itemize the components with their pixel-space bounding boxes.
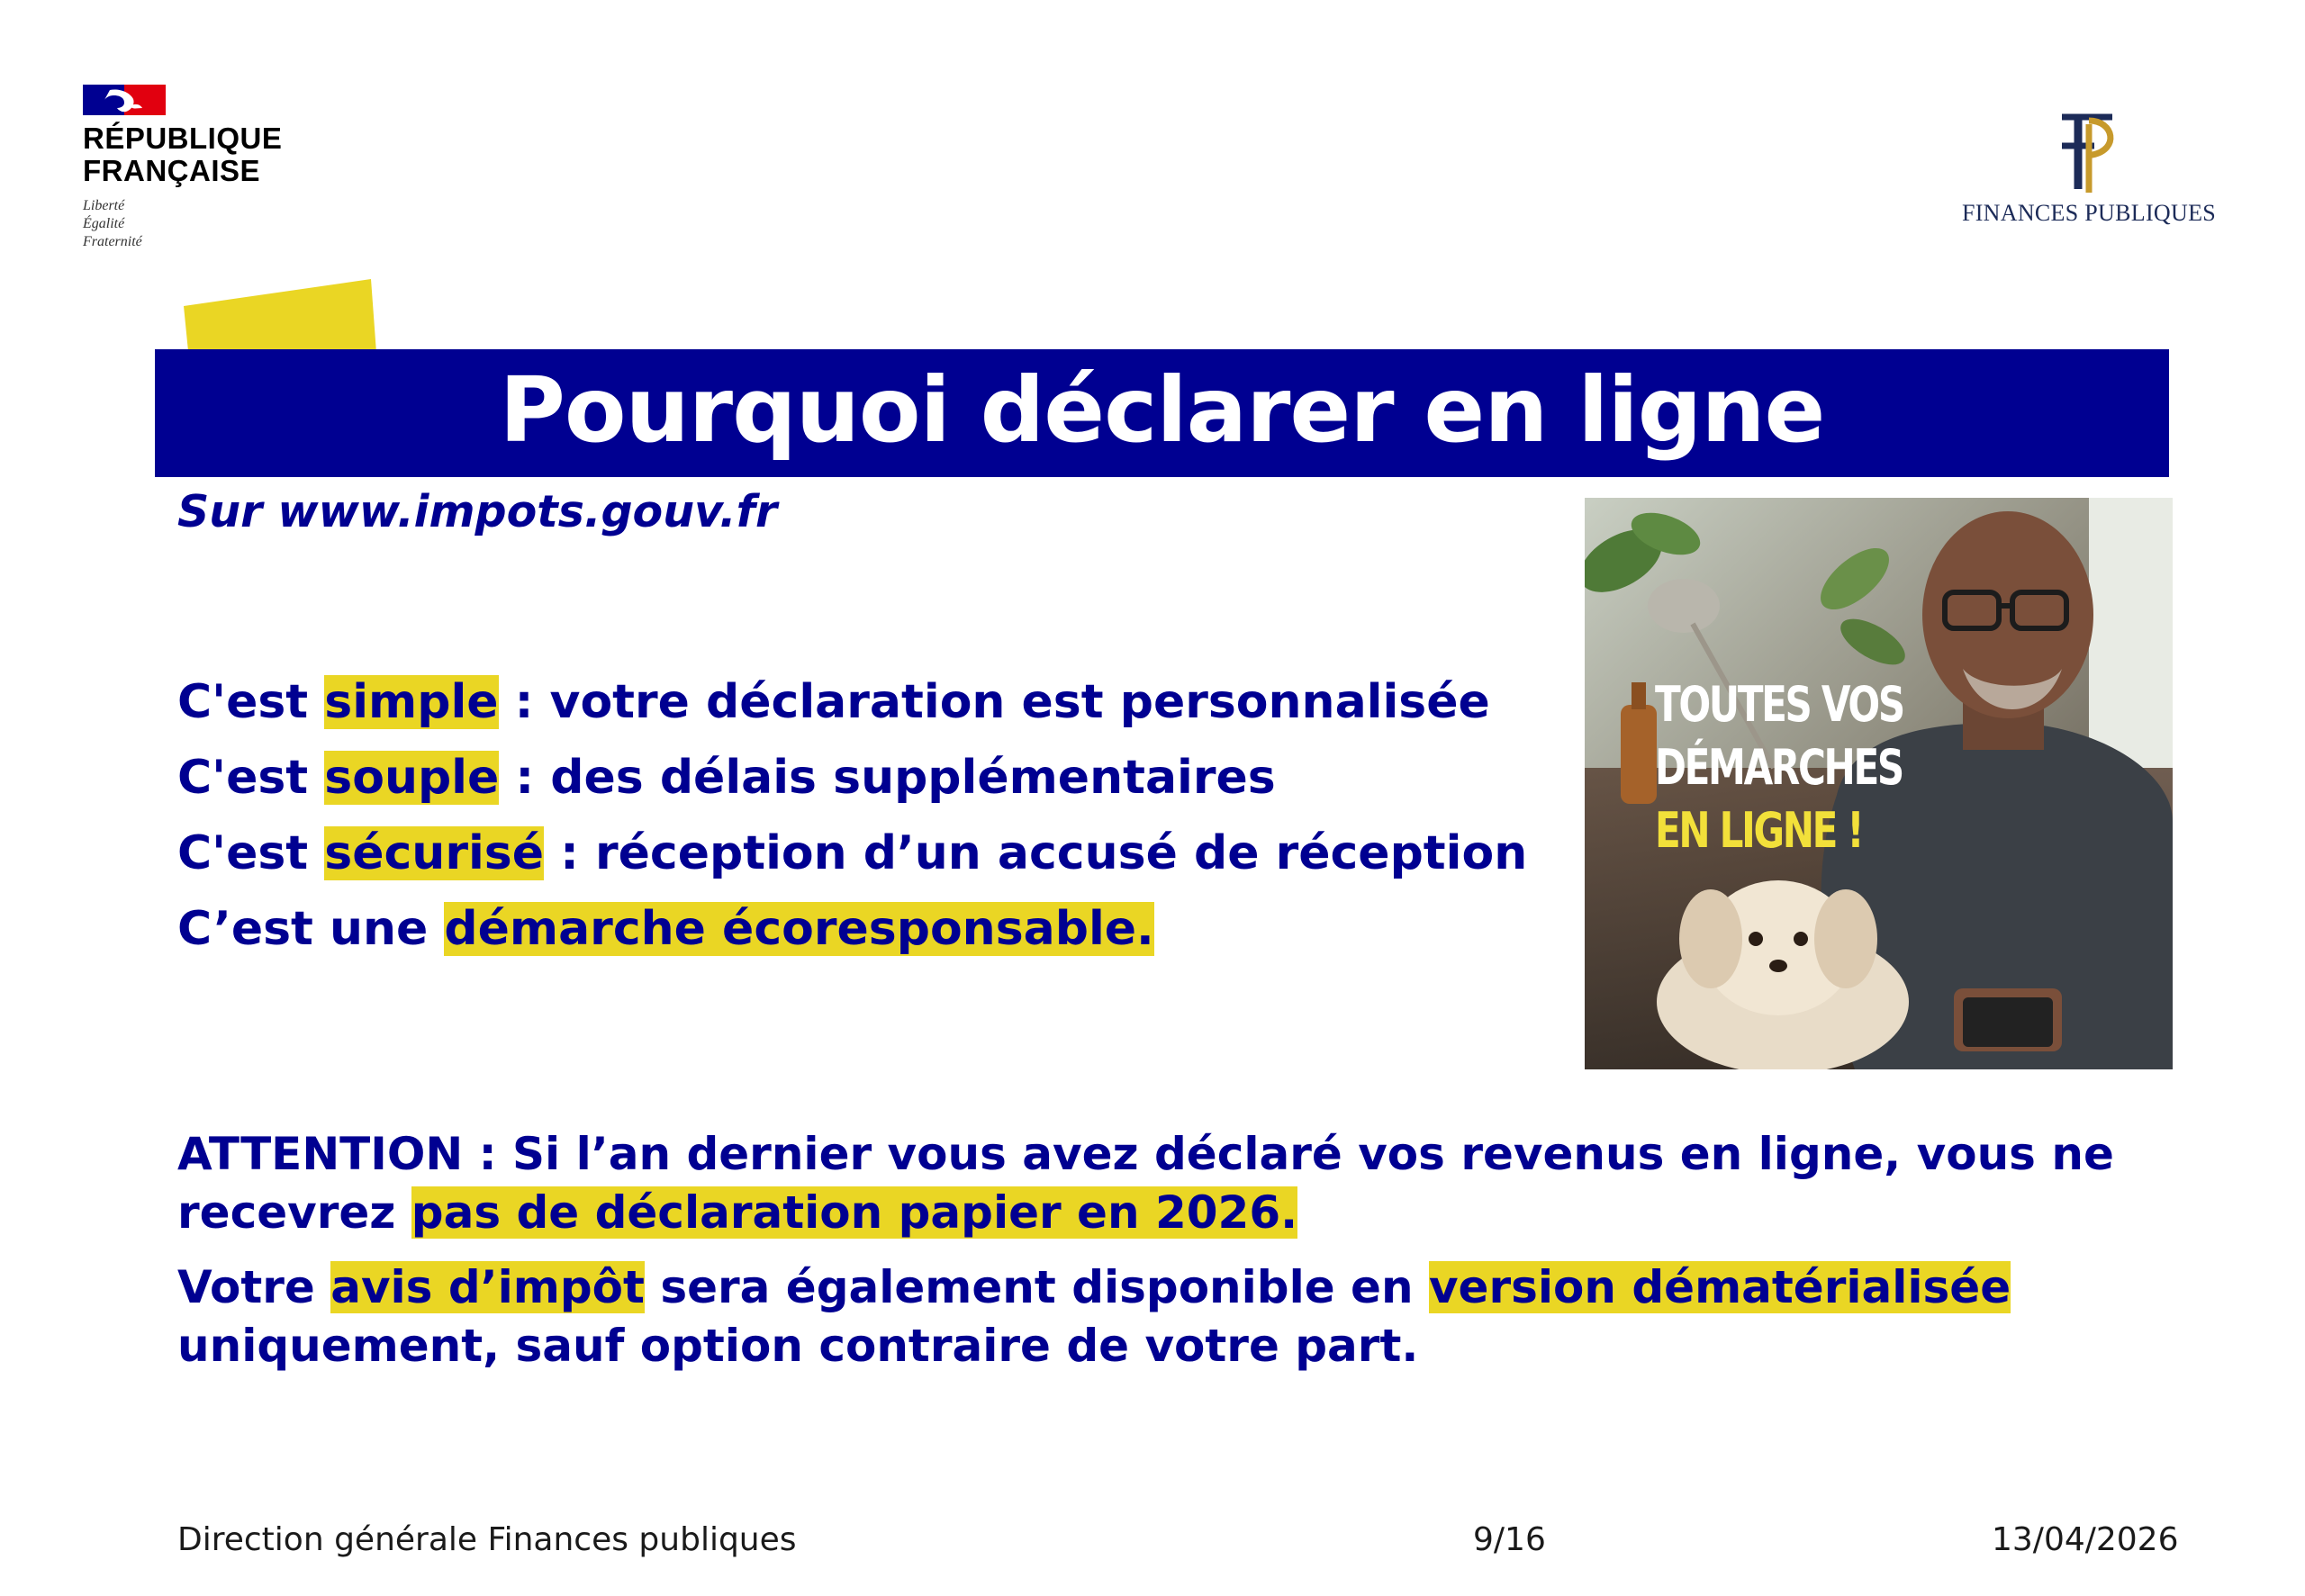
photo-caption-line2: DÉMARCHES [1655, 739, 1903, 796]
republique-name-line2: FRANÇAISE [83, 154, 261, 187]
footer-page-number: 9/16 [1473, 1521, 1546, 1558]
photo-caption-line1: TOUTES VOS [1655, 676, 1903, 733]
photo-caption [1655, 673, 1903, 862]
benefit-souple [177, 746, 1276, 809]
finances-publiques-logo [1945, 106, 2233, 232]
photo-caption-line3: EN LIGNE ! [1655, 802, 1863, 859]
slide-subtitle: Sur www.impots.gouv.fr [177, 486, 778, 537]
attention-highlight: pas de déclaration papier en 2026. [411, 1186, 1298, 1239]
avis-highlight1: avis d’impôt [330, 1261, 645, 1313]
benefit-suffix: : réception d’un accusé de réception [544, 826, 1528, 880]
footer-organization: Direction générale Finances publiques [177, 1521, 797, 1558]
attention-paragraph [177, 1125, 2158, 1242]
benefit-securise [177, 822, 1527, 885]
benefit-highlight: souple [324, 751, 500, 805]
marianne-flag-icon [83, 85, 166, 115]
benefit-highlight: démarche écoresponsable. [444, 902, 1154, 956]
benefit-suffix: : votre déclaration est personnalisée [498, 675, 1490, 729]
benefit-ecoresponsable [177, 897, 1154, 960]
benefit-prefix: C'est [177, 826, 325, 880]
benefit-simple [177, 671, 1490, 734]
avis-paragraph [177, 1258, 2158, 1375]
avis-part2: sera également disponible en [644, 1261, 1429, 1313]
benefit-prefix: C'est [177, 675, 325, 729]
benefit-highlight: simple [324, 675, 499, 729]
footer-date: 13/04/2026 [1992, 1521, 2179, 1558]
slide-title: Pourquoi déclarer en ligne [499, 356, 1825, 463]
finances-publiques-name: FINANCES PUBLIQUES [1961, 200, 2217, 226]
attention-text: ATTENTION : Si l’an dernier vous avez déclaré vos revenus en ligne, vous ne recevrez [177, 1128, 2114, 1239]
avis-part3: uniquement, sauf option contraire de votre part. [177, 1320, 1419, 1372]
motto-egalite: Égalité [83, 216, 125, 231]
promo-photo [1585, 498, 2173, 1069]
motto-fraternite: Fraternité [83, 234, 142, 249]
republique-name [83, 122, 317, 187]
motto-liberte: Liberté [83, 198, 125, 213]
benefit-prefix: C'est [177, 751, 325, 805]
finances-publiques-mark-icon [2042, 106, 2132, 196]
benefit-suffix: : des délais supplémentaires [499, 751, 1276, 805]
benefit-highlight: sécurisé [324, 826, 545, 880]
republique-motto [83, 197, 191, 251]
benefit-prefix: C’est une [177, 902, 445, 956]
avis-part1: Votre [177, 1261, 331, 1313]
avis-highlight2: version dématérialisée [1428, 1261, 2011, 1313]
republique-francaise-logo [83, 85, 317, 265]
republique-name-line1: RÉPUBLIQUE [83, 122, 283, 155]
title-banner [155, 349, 2169, 477]
